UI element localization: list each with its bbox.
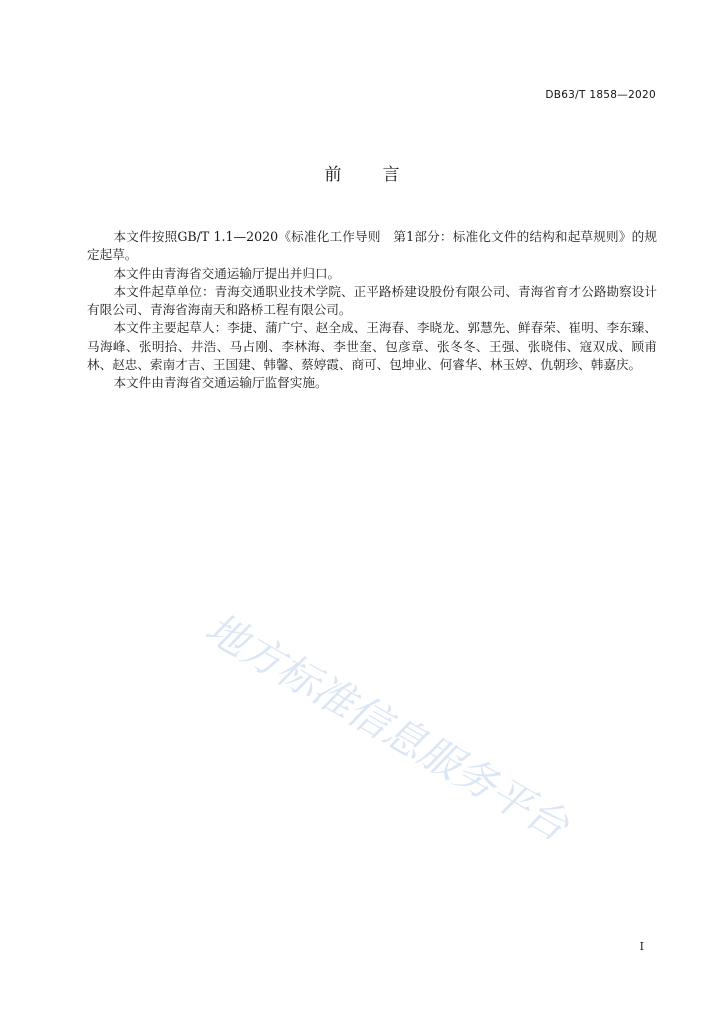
standard-code-header: DB63/T 1858—2020 (545, 89, 656, 101)
paragraph-drafting-basis: 本文件按照GB/T 1.1—2020《标准化工作导则 第1部分：标准化文件的结构和起草规则》的规定起草。 (87, 229, 657, 263)
paragraph-drafting-units: 本文件起草单位：青海交通职业技术学院、正平路桥建设股份有限公司、青海省育才公路勘察设计有限公司、青海省海南天和路桥工程有限公司。 (87, 283, 657, 317)
page-number: I (639, 940, 644, 953)
foreword-body (87, 228, 657, 392)
paragraph-supervision: 本文件由青海省交通运输厅监督实施。 (113, 375, 328, 390)
watermark-text: 地方标准信息服务平台 (197, 603, 577, 851)
paragraph-proposer: 本文件由青海省交通运输厅提出并归口。 (113, 265, 341, 281)
paragraph-drafters: 本文件主要起草人：李捷、蒲广宁、赵全成、王海春、李晓龙、郭慧先、鲜春荣、崔明、李东臻、马海峰、张明拾、井浩、马占刚、李林海、李世奎、包彦章、张冬冬、王强、张晓伟、寇双成、顾甫林、赵忠、索南才吉、王国建、韩馨、蔡婷霞、商可、包坤业、何睿华、林玉婷、仇朝珍、韩嘉庆。 (87, 320, 657, 372)
page-title: 前 言 (324, 165, 412, 185)
